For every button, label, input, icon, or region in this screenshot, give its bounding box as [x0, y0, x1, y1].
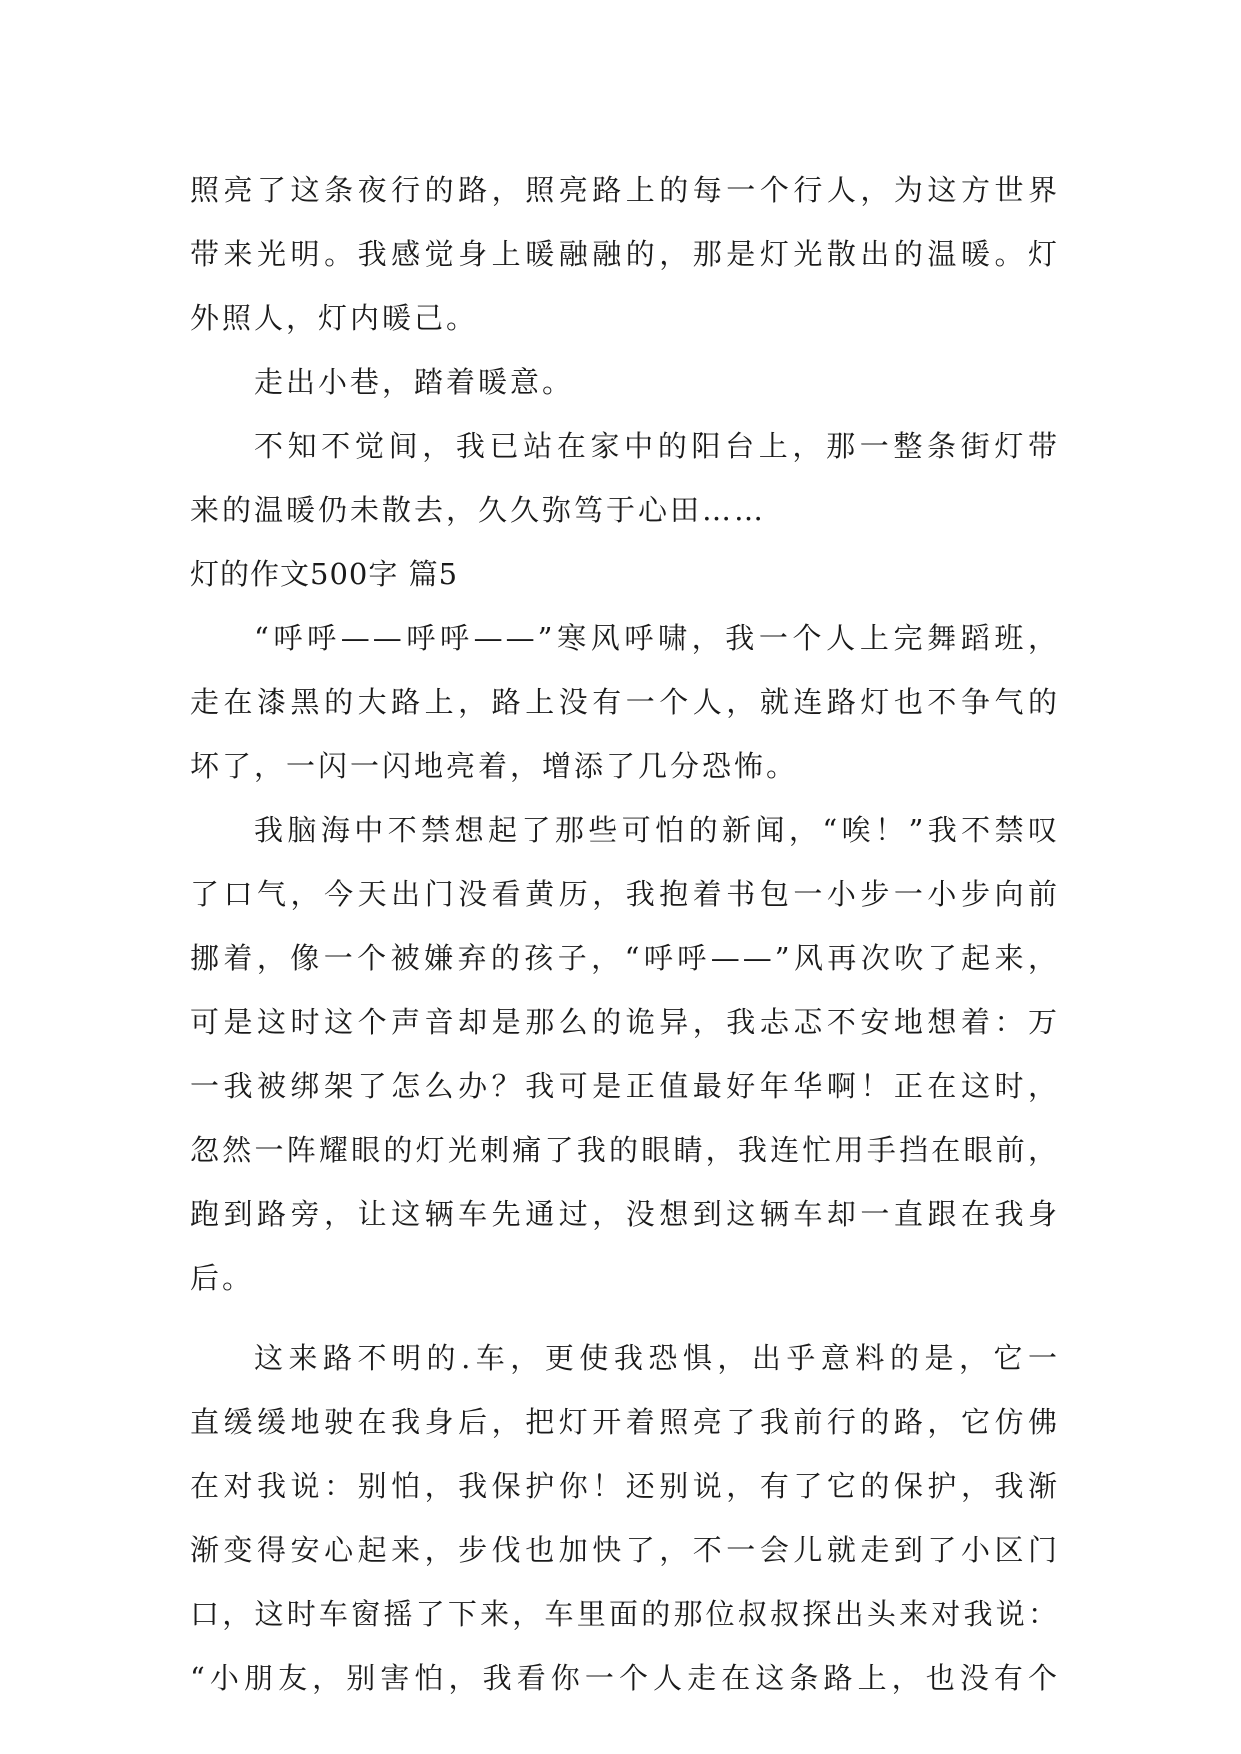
text-line: 坏了，一闪一闪地亮着，增添了几分恐怖。 [190, 749, 799, 783]
text-line: 这来路不明的.车，更使我恐惧，出乎意料的是，它一 [254, 1341, 1060, 1375]
text-line: 忽然一阵耀眼的灯光刺痛了我的眼睛，我连忙用手挡在眼前， [190, 1133, 1060, 1167]
paragraph-continuation [190, 158, 1060, 350]
paragraph [190, 606, 1060, 798]
section-heading: 灯的作文500字 篇5 [190, 557, 459, 591]
text-line: 我脑海中不禁想起了那些可怕的新闻，“唉！”我不禁叹 [254, 813, 1060, 847]
paragraph [190, 414, 1060, 542]
text-line: 直缓缓地驶在我身后，把灯开着照亮了我前行的路，它仿佛 [190, 1405, 1060, 1439]
text-line: 走在漆黑的大路上，路上没有一个人，就连路灯也不争气的 [190, 685, 1060, 719]
text-line: 不知不觉间，我已站在家中的阳台上，那一整条街灯带 [254, 429, 1060, 463]
text-line: 渐变得安心起来，步伐也加快了，不一会儿就走到了小区门 [190, 1533, 1060, 1567]
text-line: 一我被绑架了怎么办？我可是正值最好年华啊！正在这时， [190, 1069, 1060, 1103]
text-line: 挪着，像一个被嫌弃的孩子，“呼呼——”风再次吹了起来， [190, 941, 1060, 975]
text-line: 跑到路旁，让这辆车先通过，没想到这辆车却一直跟在我身 [190, 1197, 1060, 1231]
paragraph-spacer [190, 1310, 1060, 1326]
text-line: 口，这时车窗摇了下来，车里面的那位叔叔探出头来对我说： [190, 1597, 1060, 1631]
text-line: “小朋友，别害怕，我看你一个人走在这条路上，也没有个 [190, 1661, 1060, 1695]
text-line: “呼呼——呼呼——”寒风呼啸，我一个人上完舞蹈班， [254, 621, 1060, 655]
text-line: 外照人，灯内暖己。 [190, 301, 479, 335]
text-line: 后。 [190, 1261, 255, 1295]
text-line: 可是这时这个声音却是那么的诡异，我忐忑不安地想着：万 [190, 1005, 1060, 1039]
paragraph [190, 1326, 1060, 1710]
text-line: 走出小巷，踏着暖意。 [254, 365, 575, 399]
document-page [190, 158, 1060, 1710]
text-line: 了口气，今天出门没看黄历，我抱着书包一小步一小步向前 [190, 877, 1060, 911]
text-line: 在对我说：别怕，我保护你！还别说，有了它的保护，我渐 [190, 1469, 1060, 1503]
text-line: 照亮了这条夜行的路，照亮路上的每一个行人，为这方世界 [190, 173, 1060, 207]
paragraph [190, 350, 1060, 414]
text-line: 来的温暖仍未散去，久久弥笃于心田…… [190, 493, 767, 527]
text-line: 带来光明。我感觉身上暖融融的，那是灯光散出的温暖。灯 [190, 237, 1060, 271]
paragraph [190, 798, 1060, 1310]
